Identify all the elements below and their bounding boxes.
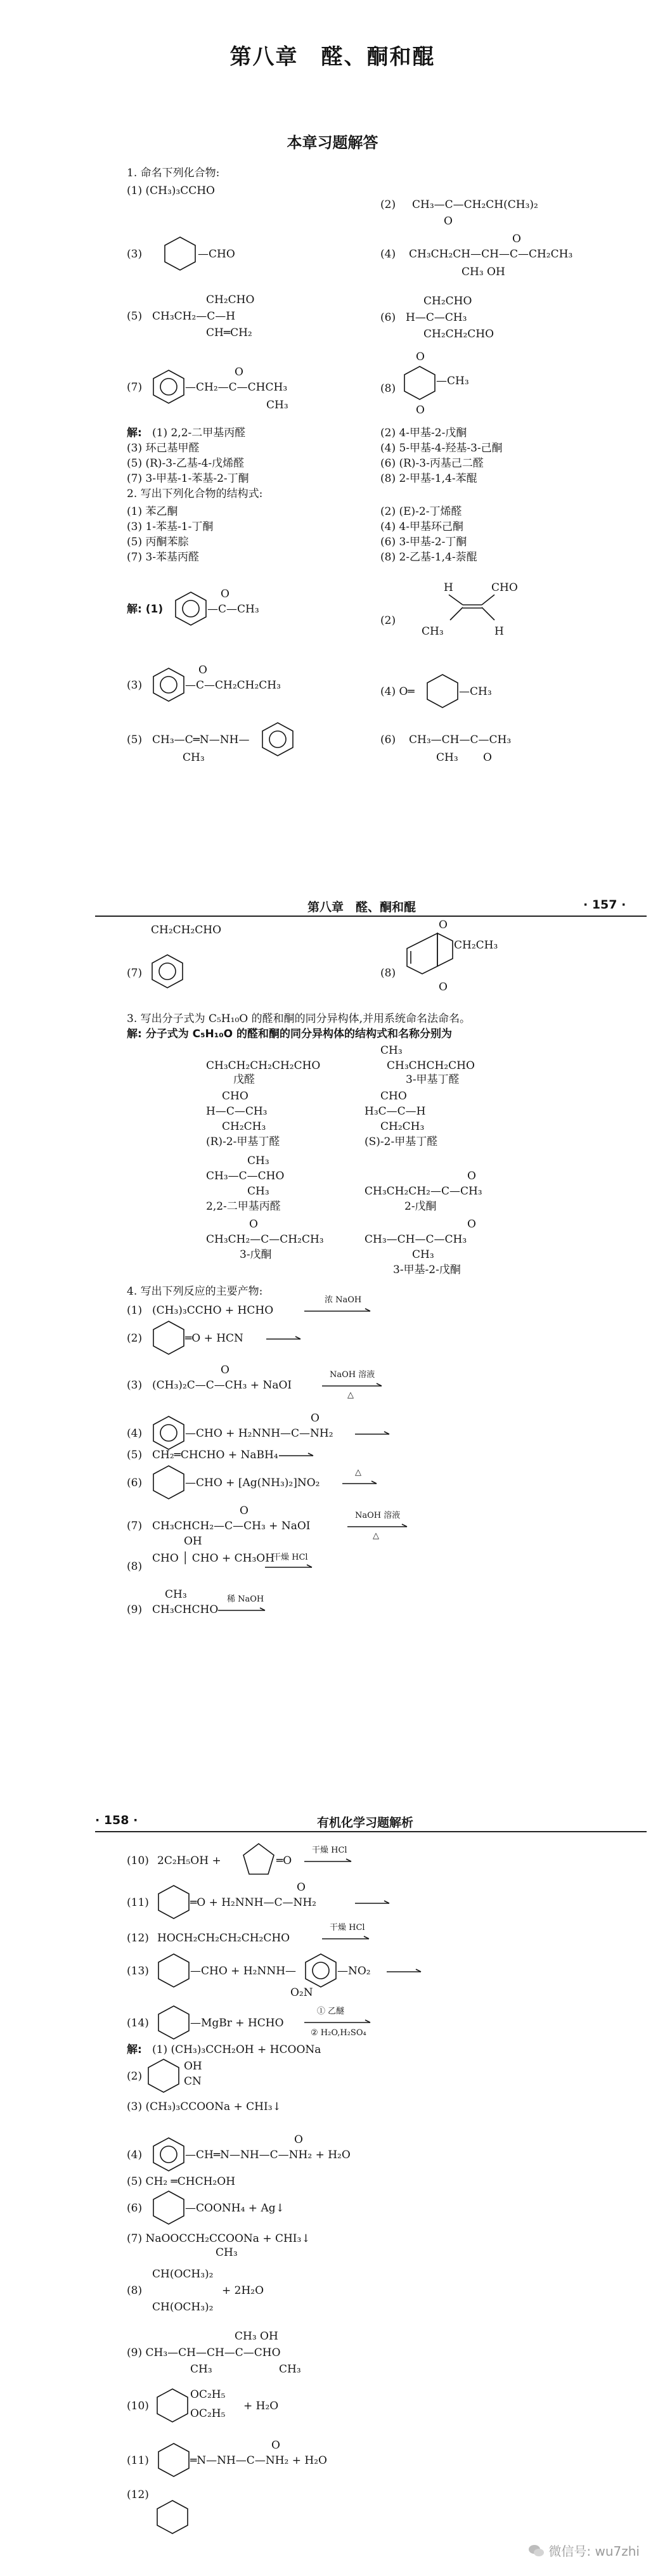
reaction-arrow-icon: [304, 2020, 374, 2026]
reaction-14-cond-1: ① 乙醚: [317, 2007, 345, 2016]
reaction-1-lhs: (CH₃)₃CCHO + HCHO: [152, 1304, 274, 1317]
reaction-12-lhs: HOCH₂CH₂CH₂CH₂CHO: [157, 1932, 290, 1945]
reaction-6-label: (6): [127, 1477, 143, 1489]
reaction-12-cond: 干燥 HCl: [330, 1923, 365, 1932]
reaction-3-cond-heat: △: [347, 1390, 354, 1400]
isomer-3-name: (R)-2-甲基丁醛: [206, 1136, 280, 1148]
carbonyl-o: O: [444, 215, 453, 228]
answers-1-label: 解:: [127, 427, 142, 439]
cyclohexane-ring-icon: [157, 1953, 190, 1988]
q1-item-6-top: CH₂CHO: [423, 295, 472, 307]
watermark-text: 微信号: wu7zhi: [548, 2544, 640, 2559]
reaction-arrow-icon: [322, 1383, 385, 1390]
benzene-ring-icon: [151, 954, 184, 989]
reaction-4-label: (4): [127, 1427, 143, 1440]
answer-4-7-sub: CH₃: [216, 2246, 238, 2259]
reaction-arrow-icon: [266, 1337, 304, 1343]
reaction-7-sub: OH: [184, 1535, 202, 1548]
isomer-4-formula: H₃C—C—H: [365, 1105, 426, 1118]
answer-1-7: (7) 3-甲基-1-苯基-2-丁酮: [127, 472, 249, 485]
benzene-ring-icon: [152, 369, 185, 405]
q1-item-6-label: (6): [380, 311, 396, 324]
reaction-1-label: (1): [127, 1304, 143, 1317]
q1-item-5-formula: CH₃CH₂—C—H: [152, 310, 236, 323]
isomer-1-name: 戊醛: [233, 1073, 255, 1086]
q1-item-4-label: (4): [380, 248, 396, 261]
q1-item-2-label: (2): [380, 198, 396, 211]
cyclohexane-ring-icon: [152, 2190, 185, 2225]
reaction-9-cond: 稀 NaOH: [227, 1595, 264, 1604]
isomer-3-bottom: CH₂CH₃: [222, 1120, 266, 1133]
answer-1-6: (6) (R)-3-丙基己二醛: [380, 457, 484, 470]
reaction-arrow-icon: [342, 1481, 380, 1487]
answer-4-10-bottom: OC₂H₅: [190, 2407, 226, 2420]
answer-2-6: CH₃—CH—C—CH₃: [409, 734, 512, 746]
isomer-6-name: 2-戊酮: [404, 1200, 437, 1213]
answer-2-7-chain: CH₂CH₂CHO: [151, 924, 222, 936]
isomer-6-formula: CH₃CH₂CH₂—C—CH₃: [365, 1185, 482, 1198]
isomer-4-name: (S)-2-甲基丁醛: [365, 1136, 438, 1148]
reaction-arrow-icon: [387, 1969, 425, 1976]
reaction-10-cond: 干燥 HCl: [312, 1846, 347, 1855]
isomer-5-formula: CH₃—C—CHO: [206, 1170, 285, 1182]
q1-item-5-label: (5): [127, 310, 143, 323]
reaction-arrow-icon: [279, 1453, 317, 1460]
reaction-7-cond-heat: △: [373, 1531, 379, 1541]
q2-item-2: (2) (E)-2-丁烯醛: [380, 505, 462, 518]
isomer-8-formula: CH₃—CH—C—CH₃: [365, 1233, 467, 1246]
answer-4-5: (5) CH₂ ═CHCH₂OH: [127, 2175, 236, 2188]
answers-2-label: 解: (1): [127, 603, 164, 616]
carbonyl-o: O: [294, 2133, 303, 2146]
answer-2-6-sub: CH₃: [436, 751, 458, 764]
answer-2-3-label: (3): [127, 679, 143, 692]
answer-4-9-sub: CH₃: [190, 2363, 212, 2376]
benzene-ring-icon: [174, 591, 207, 626]
q1-item-8-label: (8): [380, 382, 396, 395]
reaction-3-cond: NaOH 溶液: [330, 1370, 375, 1380]
reaction-arrow-icon: [304, 1309, 374, 1315]
q1-item-6-bottom: CH₂CH₂CHO: [423, 328, 494, 340]
q1-item-7-formula: —CH₂—C—CHCH₃: [185, 381, 288, 394]
cyclohexane-ring-icon: [426, 673, 459, 709]
answer-1-8: (8) 2-甲基-1,4-苯醌: [380, 472, 477, 485]
reaction-14-label: (14): [127, 2017, 149, 2029]
q1-item-7-sub: CH₃: [266, 399, 288, 411]
cyclohexane-ring-icon: [157, 1884, 190, 1920]
question-4: 4. 写出下列反应的主要产物:: [127, 1285, 263, 1298]
reaction-6-cond: △: [355, 1468, 361, 1477]
reaction-10-label: (10): [127, 1854, 149, 1867]
isomer-4-top: CHO: [380, 1090, 407, 1103]
reaction-6-lhs: —CHO + [Ag(NH₃)₂]NO₂: [185, 1477, 320, 1489]
cyclohexane-ring-icon: [152, 1320, 185, 1356]
q2-item-3: (3) 1-苯基-1-丁酮: [127, 521, 214, 533]
q2-item-1: (1) 苯乙酮: [127, 505, 178, 518]
answer-1-4: (4) 5-甲基-4-羟基-3-己酮: [380, 442, 503, 455]
carbonyl-o: O: [271, 2439, 280, 2452]
carbonyl-o: O: [297, 1881, 306, 1894]
answer-2-4: —CH₃: [459, 685, 492, 698]
question-2: 2. 写出下列化合物的结构式:: [127, 488, 263, 500]
answer-4-11: (11): [127, 2454, 149, 2467]
answer-4-9-top: CH₃ OH: [235, 2330, 278, 2343]
answer-2-5: CH₃—C═N—NH—: [152, 734, 250, 746]
reaction-9-lhs: CH₃CHCHO: [152, 1603, 219, 1616]
reaction-11-label: (11): [127, 1896, 149, 1909]
answer-1-5: (5) (R)-3-乙基-4-戊烯醛: [127, 457, 245, 470]
reaction-10-lhs: 2C₂H₅OH +: [157, 1854, 221, 1867]
reaction-7-lhs: CH₃CHCH₂—C—CH₃ + NaOI: [152, 1520, 311, 1532]
answer-2-6-label: (6): [380, 734, 396, 746]
answer-4-12: (12): [127, 2489, 149, 2501]
reaction-2-label: (2): [127, 1332, 143, 1345]
quinone-o-bottom: O: [416, 404, 425, 417]
answer-4-10-water: + H₂O: [243, 2400, 279, 2412]
q1-item-8-sub: —CH₃: [436, 375, 469, 387]
page-2: [0, 888, 665, 1807]
reaction-7-label: (7): [127, 1520, 143, 1532]
answer-2-7-label: (7): [127, 967, 143, 980]
q1-item-2-formula: CH₃—C—CH₂CH(CH₃)₂: [412, 198, 538, 211]
header-rule: [95, 916, 647, 917]
answer-4-3: (3) (CH₃)₃CCOONa + CHI₃↓: [127, 2100, 281, 2113]
header-rule: [95, 1831, 647, 1832]
reaction-2-lhs: ═O + HCN: [185, 1332, 243, 1345]
page-number: · 158 ·: [95, 1813, 138, 1827]
q1-item-1: (1) (CH₃)₃CCHO: [127, 184, 215, 197]
answer-2-3: —C—CH₂CH₂CH₃: [185, 679, 281, 692]
carbonyl-o: O: [311, 1412, 320, 1425]
answer-2-2-ch3: CH₃: [422, 625, 444, 638]
reaction-8-label: (8): [127, 1560, 143, 1573]
q1-item-6-mid: H—C—CH₃: [406, 311, 467, 324]
reaction-5-lhs: CH₂═CHCHO + NaBH₄: [152, 1449, 278, 1461]
carbonyl-o: O: [198, 664, 207, 676]
isomer-2-name: 3-甲基丁醛: [406, 1073, 460, 1086]
carbonyl-o: O: [483, 751, 492, 764]
answer-4-2: (2): [127, 2070, 143, 2083]
q1-item-3-label: (3): [127, 248, 143, 261]
quinone-o-top: O: [416, 351, 425, 363]
q1-item-5-bottom: CH═CH₂: [206, 327, 252, 339]
benzene-ring-icon: [304, 1953, 337, 1988]
isomer-3-formula: H—C—CH₃: [206, 1105, 268, 1118]
running-header-title: 有机化学习题解析: [317, 1816, 414, 1830]
answer-4-4: (4): [127, 2149, 143, 2161]
reaction-arrow-icon: [355, 1432, 393, 1438]
isomer-2-formula: CH₃CHCH₂CHO: [387, 1059, 475, 1072]
isomer-8-name: 3-甲基-2-戊酮: [393, 1264, 461, 1276]
carbonyl-o: O: [249, 1218, 258, 1231]
q1-item-3-group: —CHO: [198, 248, 235, 261]
reaction-3-label: (3): [127, 1379, 143, 1392]
q2-item-8: (8) 2-乙基-1,4-萘醌: [380, 551, 477, 564]
reaction-14-lhs: —MgBr + HCHO: [190, 2017, 284, 2029]
answer-2-8-label: (8): [380, 967, 396, 980]
isomer-4-bottom: CH₂CH₃: [380, 1120, 425, 1133]
watermark: [528, 2541, 640, 2560]
isomer-7-formula: CH₃CH₂—C—CH₂CH₃: [206, 1233, 324, 1246]
carbonyl-o: O: [240, 1505, 249, 1517]
carbonyl-o: O: [235, 366, 243, 379]
page-1: [0, 0, 665, 888]
cyclohexane-ring-icon: [152, 1465, 185, 1500]
answer-4-4-formula: —CH═N—NH—C—NH₂ + H₂O: [185, 2149, 351, 2161]
reaction-7-cond: NaOH 溶液: [355, 1511, 401, 1520]
reaction-arrow-icon: [265, 1565, 316, 1571]
answers-4-label: 解:: [127, 2043, 142, 2056]
reaction-arrow-icon: [347, 1524, 411, 1531]
reaction-11-lhs: ═O + H₂NNH—C—NH₂: [190, 1896, 316, 1909]
question-1: 1. 命名下列化合物:: [127, 167, 220, 179]
answer-1-3: (3) 环己基甲醛: [127, 442, 200, 455]
cyclohexane-ring-icon: [156, 2499, 189, 2535]
answer-4-2-oh: OH: [184, 2060, 202, 2073]
reaction-arrow-icon: [355, 1901, 393, 1907]
carbonyl-o: O: [467, 1218, 476, 1231]
reaction-9-label: (9): [127, 1603, 143, 1616]
naphthoquinone-o-bottom: O: [439, 981, 448, 994]
reaction-14-cond-2: ② H₂O,H₂SO₄: [311, 2028, 366, 2038]
naphthoquinone-o-top: O: [439, 919, 448, 931]
answer-2-2-label: (2): [380, 614, 396, 627]
answer-2-5-label: (5): [127, 734, 143, 746]
cyclohexane-ring-icon: [147, 2058, 180, 2094]
answer-4-2-cn: CN: [184, 2075, 202, 2088]
question-3: 3. 写出分子式为 C₅H₁₀O 的醛和酮的同分异构体,并用系统命名法命名。: [127, 1013, 471, 1025]
reaction-13-sub: O₂N: [290, 1986, 313, 1999]
trans-alkene-bonds-icon: [444, 593, 501, 625]
reaction-13-rhs: —NO₂: [337, 1965, 371, 1977]
isomer-2-top: CH₃: [380, 1044, 403, 1057]
carbonyl-o: O: [512, 233, 521, 245]
benzene-ring-icon: [152, 667, 185, 702]
isomer-5-top: CH₃: [247, 1155, 269, 1167]
isomer-5-bottom: CH₃: [247, 1185, 269, 1198]
q1-item-4-sub: CH₃ OH: [462, 266, 505, 278]
answer-4-6-formula: —COONH₄ + Ag↓: [185, 2202, 285, 2215]
q1-item-7-label: (7): [127, 381, 143, 394]
answer-4-8-top: CH(OCH₃)₂: [152, 2268, 214, 2281]
reaction-8-cond: 干燥 HCl: [273, 1553, 308, 1562]
reaction-3-lhs: (CH₃)₂C—C—CH₃ + NaOI: [152, 1379, 292, 1392]
answer-1-2: (2) 4-甲基-2-戊酮: [380, 427, 467, 439]
wechat-icon: [528, 2544, 545, 2558]
reaction-10-rhs: ═O: [276, 1854, 292, 1867]
reaction-5-label: (5): [127, 1449, 143, 1461]
answer-4-9: (9) CH₃—CH—CH—C—CHO: [127, 2346, 281, 2359]
question-3-answer: 解: 分子式为 C₅H₁₀O 的醛和酮的同分异构体的结构式和名称分别为: [127, 1028, 453, 1040]
answer-4-1: (1) (CH₃)₃CCH₂OH + HCOONa: [152, 2043, 321, 2056]
cyclopentane-ring-icon: [241, 1842, 276, 1878]
answer-2-4-label: (4) O═: [380, 685, 415, 698]
isomer-8-bottom: CH₃: [412, 1248, 434, 1261]
page-number: · 157 ·: [583, 898, 626, 912]
cyclohexane-ring-icon: [157, 2442, 190, 2478]
carbonyl-o: O: [467, 1170, 476, 1182]
answer-4-6: (6): [127, 2202, 143, 2215]
answer-2-2-cho: CHO: [491, 581, 518, 594]
q2-item-6: (6) 3-甲基-2-丁酮: [380, 536, 467, 548]
reaction-8-lhs: CHO │ CHO + CH₃OH: [152, 1552, 275, 1565]
benzene-ring-icon: [152, 1415, 185, 1451]
answer-4-10: (10): [127, 2400, 149, 2412]
reaction-arrow-icon: [322, 1936, 373, 1943]
answer-4-7: (7) NaOOCCH₂CCOONa + CHI₃↓: [127, 2232, 311, 2245]
isomer-5-name: 2,2-二甲基丙醛: [206, 1200, 281, 1213]
answer-2-5-sub: CH₃: [183, 751, 205, 764]
answer-2-1: —C—CH₃: [207, 603, 259, 616]
isomer-3-top: CHO: [222, 1090, 249, 1103]
answer-4-10-top: OC₂H₅: [190, 2388, 226, 2401]
answer-4-8: (8): [127, 2284, 143, 2297]
cyclohexane-ring-icon: [164, 236, 197, 271]
quinone-ring-icon: [403, 365, 436, 401]
q2-item-5: (5) 丙酮苯腙: [127, 536, 189, 548]
answer-4-8-water: + 2H₂O: [222, 2284, 264, 2297]
carbonyl-o: O: [221, 588, 229, 600]
benzene-ring-icon: [261, 722, 294, 757]
page-3: [0, 1807, 665, 2576]
q2-item-7: (7) 3-苯基丙醛: [127, 551, 200, 564]
reaction-9-top: CH₃: [165, 1588, 187, 1601]
reaction-13-lhs: —CHO + H₂NNH—: [190, 1965, 297, 1977]
answer-4-9-sub: CH₃: [279, 2363, 301, 2376]
running-header-title: 第八章 醛、酮和醌: [307, 900, 416, 914]
answer-2-8-group: CH₂CH₃: [454, 939, 498, 952]
reaction-arrow-icon: [218, 1608, 269, 1614]
section-title: 本章习题解答: [287, 134, 378, 152]
answer-4-11-formula: ═N—NH—C—NH₂ + H₂O: [190, 2454, 327, 2467]
chapter-title: 第八章 醛、酮和醌: [229, 44, 436, 70]
q2-item-4: (4) 4-甲基环己酮: [380, 521, 464, 533]
cyclohexane-ring-icon: [157, 2005, 190, 2040]
benzene-ring-icon: [152, 2137, 185, 2172]
answer-2-2-h: H: [494, 625, 504, 638]
reaction-arrow-icon: [304, 1859, 355, 1865]
reaction-1-cond: 浓 NaOH: [325, 1295, 362, 1305]
reaction-4-lhs: —CHO + H₂NNH—C—NH₂: [185, 1427, 333, 1440]
answer-2-2-h: H: [444, 581, 453, 594]
isomer-7-name: 3-戊酮: [240, 1248, 272, 1261]
isomer-1-formula: CH₃CH₂CH₂CH₂CHO: [206, 1059, 321, 1072]
q1-item-5-top: CH₂CHO: [206, 294, 255, 306]
answer-4-8-bottom: CH(OCH₃)₂: [152, 2301, 214, 2314]
reaction-13-label: (13): [127, 1965, 149, 1977]
q1-item-4-formula: CH₃CH₂CH—CH—C—CH₂CH₃: [409, 248, 573, 261]
answer-1-1: (1) 2,2-二甲基丙醛: [152, 427, 246, 439]
reaction-12-label: (12): [127, 1932, 149, 1945]
carbonyl-o: O: [221, 1364, 229, 1376]
cyclohexane-ring-icon: [156, 2388, 189, 2423]
